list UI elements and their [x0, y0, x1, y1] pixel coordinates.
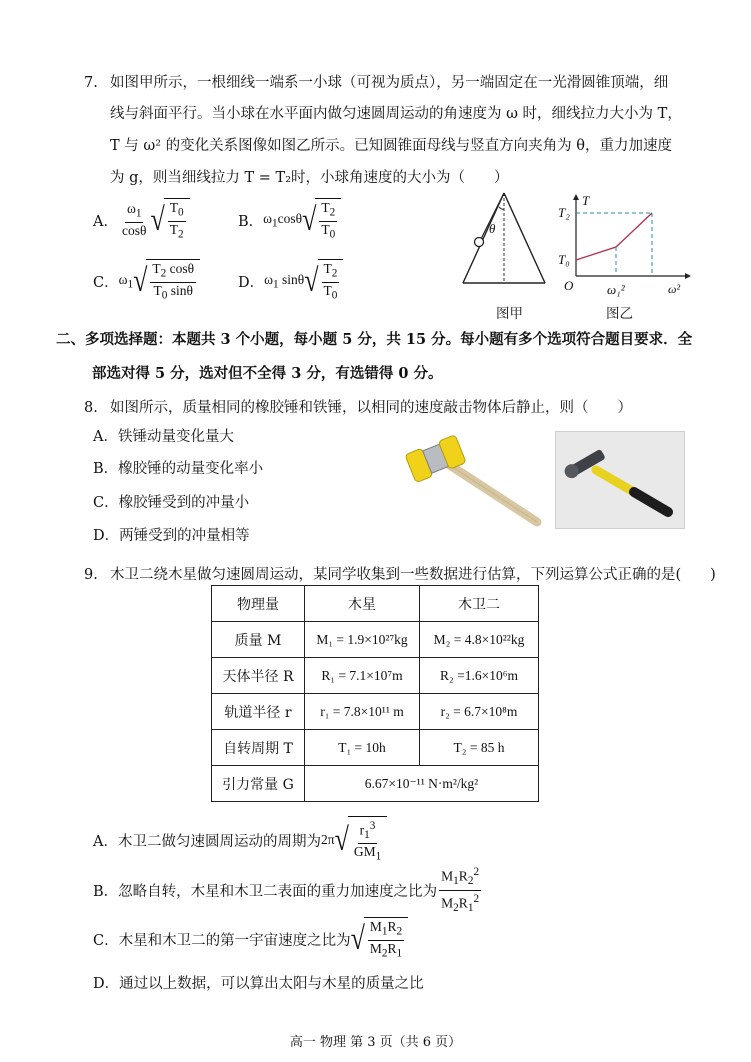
figure-yi-caption: 图乙: [606, 306, 633, 322]
page-footer: 高一 物理 第 3 页（共 6 页）: [289, 1035, 462, 1050]
graph-w1sq-label: ω₁²: [607, 282, 625, 297]
table-cell: T₁ = 10h: [305, 730, 420, 766]
q8-option-d: D．两锤受到的冲量相等: [93, 528, 250, 544]
q8-option-c: C．橡胶锤受到的冲量小: [93, 495, 250, 511]
graph-t0-label: T₀: [558, 252, 570, 267]
q8-stem: 如图所示，质量相同的橡胶锤和铁锤，以相同的速度敲击物体后静止，则（ ）: [110, 400, 632, 416]
q7-option-a-label: A．: [93, 213, 118, 230]
table-cell: 轨道半径 r: [212, 694, 305, 730]
q7-option-c-formula: $\omega_1$: [118, 271, 134, 291]
figure-jia-theta-label: θ: [489, 221, 496, 236]
table-row: [212, 766, 539, 802]
table-header-cell: 物理量: [212, 586, 305, 622]
table-row: [212, 730, 539, 766]
table-cell: R₁ = 7.1×10⁷m: [305, 658, 420, 694]
q7-stem-line4: 为 g，则当细线拉力 T = T₂时，小球角速度的大小为（ ）: [110, 170, 509, 186]
table-cell: r₂ = 6.7×10⁸m: [420, 694, 539, 730]
table-cell: 自转周期 T: [212, 730, 305, 766]
table-cell: 6.67×10⁻¹¹ N·m²/kg²: [305, 766, 539, 802]
graph-t-axis-label: T: [582, 193, 590, 208]
table-header-cell: 木卫二: [420, 586, 539, 622]
table-cell: 引力常量 G: [212, 766, 305, 802]
q9-option-b-formula: $\frac{M_1R_2^2}{M_2R_1^2}$: [441, 866, 480, 914]
q7-option-d-label: D．: [238, 274, 265, 291]
iron-hammer-image: [556, 432, 684, 528]
iron-hammer-photo: [555, 431, 685, 529]
table-header-cell: 木星: [305, 586, 420, 622]
figure-jia-caption: 图甲: [496, 306, 523, 322]
figure-jia-cone: [455, 185, 550, 290]
table-cell: M₂ = 4.8×10²²kg: [420, 622, 539, 658]
q8-option-a: A．铁锤动量变化量大: [93, 429, 234, 445]
section2-heading-line2: 部选对得 5 分，选对但不全得 3 分，有选错得 0 分。: [92, 365, 443, 382]
q9-option-c-text: C．木星和木卫二的第一宇宙速度之比为: [93, 932, 351, 949]
q7-option-c-label: C．: [93, 274, 119, 291]
q9-option-a: A．木卫二做匀速圆周运动的周期为 2π √ $\frac{r_1^3}{GM_1}$: [93, 818, 387, 862]
q7-option-a-formula: $\frac{\omega_1}{\cos\theta}$: [121, 201, 147, 238]
figure-yi-graph: [553, 192, 693, 292]
q7-stem-line3: T 与 ω² 的变化关系图像如图乙所示。已知圆锥面母线与竖直方向夹角为 θ，重力加速度: [110, 138, 672, 154]
table-cell: T₂ = 85 h: [420, 730, 539, 766]
q7-option-d-formula: $\omega_1$ sinθ: [264, 271, 305, 291]
table-row: [212, 694, 539, 730]
q9-number: 9.: [84, 567, 98, 583]
q7-option-b: B． $\omega_1\cos\theta$ √ $\frac{T_2}{T_0}$: [238, 197, 341, 243]
q8-number: 8.: [84, 400, 98, 416]
q7-option-b-label: B．: [238, 213, 264, 230]
table-header-row: [212, 586, 539, 622]
q7-number: 7.: [84, 75, 98, 91]
q9-option-b: [93, 868, 483, 912]
q9-option-d: D．通过以上数据，可以算出太阳与木星的质量之比: [93, 976, 424, 992]
table-cell: 天体半径 R: [212, 658, 305, 694]
q9-stem: 木卫二绕木星做匀速圆周运动，某同学收集到一些数据进行估算，下列运算公式正确的是( ): [110, 567, 716, 583]
q9-option-b-text: B．忽略自转，木星和木卫二表面的重力加速度之比为: [93, 883, 438, 900]
q7-stem-line2: 线与斜面平行。当小球在水平面内做匀速圆周运动的角速度为 ω 时，细线拉力大小为 T，: [110, 106, 682, 122]
graph-w2-axis-label: ω²: [668, 282, 681, 296]
table-cell: 质量 M: [212, 622, 305, 658]
section2-heading-line1: 二、多项选择题：本题共 3 个小题，每小题 5 分，共 15 分。每小题有多个选项符合题目要求．全: [56, 331, 693, 348]
table-row: [212, 658, 539, 694]
table-cell: M₁ = 1.9×10²⁷kg: [305, 622, 420, 658]
q9-option-c-formula: √ $\frac{M_1R_2}{M_2R_1}$: [351, 917, 409, 961]
table-cell: r₁ = 7.8×10¹¹ m: [305, 694, 420, 730]
table-cell: R₂ =1.6×10⁶m: [420, 658, 539, 694]
graph-t2-label: T₂: [558, 205, 570, 220]
q9-data-table: [211, 585, 539, 802]
q7-option-a: A． $\frac{\omega_1}{\cos\theta}$ √ $\frac{T_0}{T_2}$: [93, 197, 190, 243]
q7-option-b-formula: $\omega_1\cos\theta$: [263, 210, 303, 230]
q9-option-a-text: A．木卫二做匀速圆周运动的周期为: [93, 833, 321, 850]
q9-option-a-formula: 2π: [320, 832, 335, 847]
q7-option-c: C． $\omega_1$ √ $\frac{T_2 \cos\theta}{T_0 \sin\theta}$: [93, 258, 200, 304]
rubber-hammer-image: [405, 430, 545, 530]
table-row: [212, 622, 539, 658]
q7-option-d: D． $\omega_1$ sinθ √ $\frac{T_2}{T_0}$: [238, 258, 343, 304]
q7-stem-line1: 如图甲所示，一根细线一端系一小球（可视为质点），另一端固定在一光滑圆锥顶端，细: [110, 75, 669, 91]
q8-option-b: B．橡胶锤的动量变化率小: [93, 461, 264, 477]
graph-origin-label: O: [564, 278, 574, 293]
q9-option-c: [93, 917, 408, 961]
